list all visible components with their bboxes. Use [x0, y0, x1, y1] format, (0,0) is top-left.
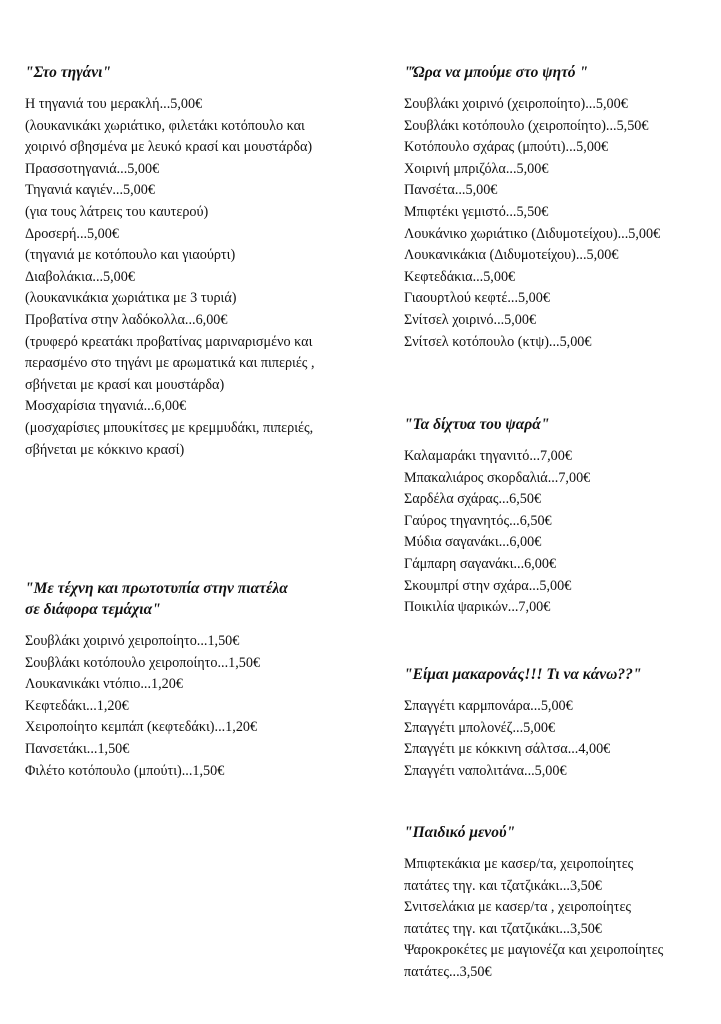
menu-line: πατάτες τηγ. και τζατζικάκι...3,50€: [404, 920, 602, 937]
menu-line: Σαρδέλα σχάρας...6,50€: [404, 491, 542, 508]
menu-line: Ψαροκροκέτες με μαγιονέζα και χειροποίητες: [404, 942, 664, 959]
menu-line: Κεφτεδάκια...5,00€: [404, 268, 516, 285]
menu-line: Σπαγγέτι μπολονέζ...5,00€: [404, 719, 556, 736]
menu-line: Σπαγγέτι καρμπονάρα...5,00€: [404, 698, 573, 714]
menu-line: Μπιφτέκι γεμιστό...5,50€: [404, 203, 549, 220]
menu-line: Χοιρινή μπριζόλα...5,00€: [404, 160, 549, 177]
section-piatela: [25, 578, 370, 782]
menu-line: Λουκανικάκι ντόπιο...1,20€: [25, 676, 183, 693]
menu-line: Σουβλάκι χοιρινό χειροποίητο...1,50€: [25, 633, 240, 649]
section-title: "Παιδικό μενού": [404, 824, 516, 841]
menu-line: Σνιτσελάκια με κασερ/τα , χειροποίητες: [404, 899, 632, 916]
menu-line: Σουβλάκι κοτόπουλο (χειροποίητο)...5,50€: [404, 117, 649, 134]
menu-line: Γιαουρτλού κεφτέ...5,00€: [404, 290, 550, 307]
menu-line: Καλαμαράκι τηγανιτό...7,00€: [404, 448, 572, 464]
menu-line: (μοσχαρίσιες μπουκίτσες με κρεμμυδάκι, πιπεριές,: [25, 419, 314, 436]
section-sto-tigani: [25, 62, 370, 461]
menu-line: Σνίτσελ κοτόπουλο (κτψ)...5,00€: [404, 333, 592, 350]
menu-line: Λουκανικάκια (Διδυμοτείχου)...5,00€: [404, 247, 619, 264]
menu-line: Σκουμπρί στην σχάρα...5,00€: [404, 577, 572, 594]
menu-line: Μύδια σαγανάκι...6,00€: [404, 534, 542, 551]
menu-line: Σνίτσελ χοιρινό...5,00€: [404, 311, 537, 328]
menu-line: Μπακαλιάρος σκορδαλιά...7,00€: [404, 469, 591, 486]
section-title: "Στο τηγάνι": [25, 64, 112, 81]
section-title: "Ώρα να μπούμε στο ψητό ": [404, 64, 588, 81]
section-title: "Με τέχνη και πρωτοτυπία στην πιατέλα σε διάφορα τεμάχια": [25, 580, 288, 618]
menu-line: Κοτόπουλο σχάρας (μπούτι)...5,00€: [404, 139, 609, 156]
menu-line: Γαύρος τηγανητός...6,50€: [404, 512, 552, 529]
menu-line: (τηγανιά με κοτόπουλο και γιαούρτι): [25, 247, 236, 264]
menu-line: Τηγανιά καγιέν...5,00€: [25, 182, 155, 199]
menu-line: Προβατίνα στην λαδόκολλα...6,00€: [25, 311, 228, 328]
menu-line: Σπαγγέτι ναπολιτάνα...5,00€: [404, 762, 567, 779]
menu-line: Η τηγανιά του μερακλή...5,00€: [25, 96, 203, 112]
menu-line: Πανσετάκι...1,50€: [25, 740, 130, 757]
menu-line: Ποικιλία ψαρικών...7,00€: [404, 599, 551, 616]
menu-line: Πανσέτα...5,00€: [404, 182, 498, 199]
menu-line: χοιρινό σβησμένα με λευκό κρασί και μουστάρδα): [25, 139, 313, 156]
menu-line: (για τους λάτρεις του καυτερού): [25, 203, 209, 220]
menu-line: Σουβλάκι κοτόπουλο χειροποίητο...1,50€: [25, 654, 261, 671]
menu-line: Κεφτεδάκι...1,20€: [25, 697, 129, 714]
section-title: "Είμαι μακαρονάς!!! Τι να κάνω??": [404, 666, 642, 683]
menu-line: πατάτες...3,50€: [404, 963, 492, 980]
section-makarona: [404, 664, 704, 782]
menu-line: Σουβλάκι χοιρινό (χειροποίητο)...5,00€: [404, 96, 628, 112]
menu-line: Μοσχαρίσια τηγανιά...6,00€: [25, 398, 187, 415]
menu-line: σβήνεται με κρασί και μουστάρδα): [25, 376, 225, 393]
section-psaras: [404, 414, 704, 619]
menu-line: (λουκανικάκι χωριάτικο, φιλετάκι κοτόπουλο και: [25, 117, 305, 134]
menu-line: περασμένο στο τηγάνι με αρωματικά και πιπεριές ,: [25, 355, 315, 372]
menu-line: σβήνεται με κόκκινο κρασί): [25, 441, 185, 458]
menu-line: Λουκάνικο χωριάτικο (Διδυμοτείχου)...5,00€: [404, 225, 661, 242]
section-psito: [404, 62, 704, 353]
menu-line: Δροσερή...5,00€: [25, 225, 119, 242]
menu-line: Μπιφτεκάκια με κασερ/τα, χειροποίητες: [404, 856, 634, 872]
menu-line: Φιλέτο κοτόπουλο (μπούτι)...1,50€: [25, 762, 225, 779]
menu-line: (λουκανικάκια χωριάτικα με 3 τυριά): [25, 290, 237, 307]
menu-line: πατάτες τηγ. και τζατζικάκι...3,50€: [404, 877, 602, 894]
menu-line: Γάμπαρη σαγανάκι...6,00€: [404, 555, 557, 572]
menu-line: Χειροποίητο κεμπάπ (κεφτεδάκι)...1,20€: [25, 719, 258, 736]
menu-line: Διαβολάκια...5,00€: [25, 268, 135, 285]
menu-line: (τρυφερό κρεατάκι προβατίνας μαριναρισμένο και: [25, 333, 313, 350]
menu-line: Πρασσοτηγανιά...5,00€: [25, 160, 160, 177]
menu-line: Σπαγγέτι με κόκκινη σάλτσα...4,00€: [404, 741, 611, 758]
section-title: "Τα δίχτυα του ψαρά": [404, 416, 550, 433]
section-paidiko-menou: [404, 822, 704, 984]
